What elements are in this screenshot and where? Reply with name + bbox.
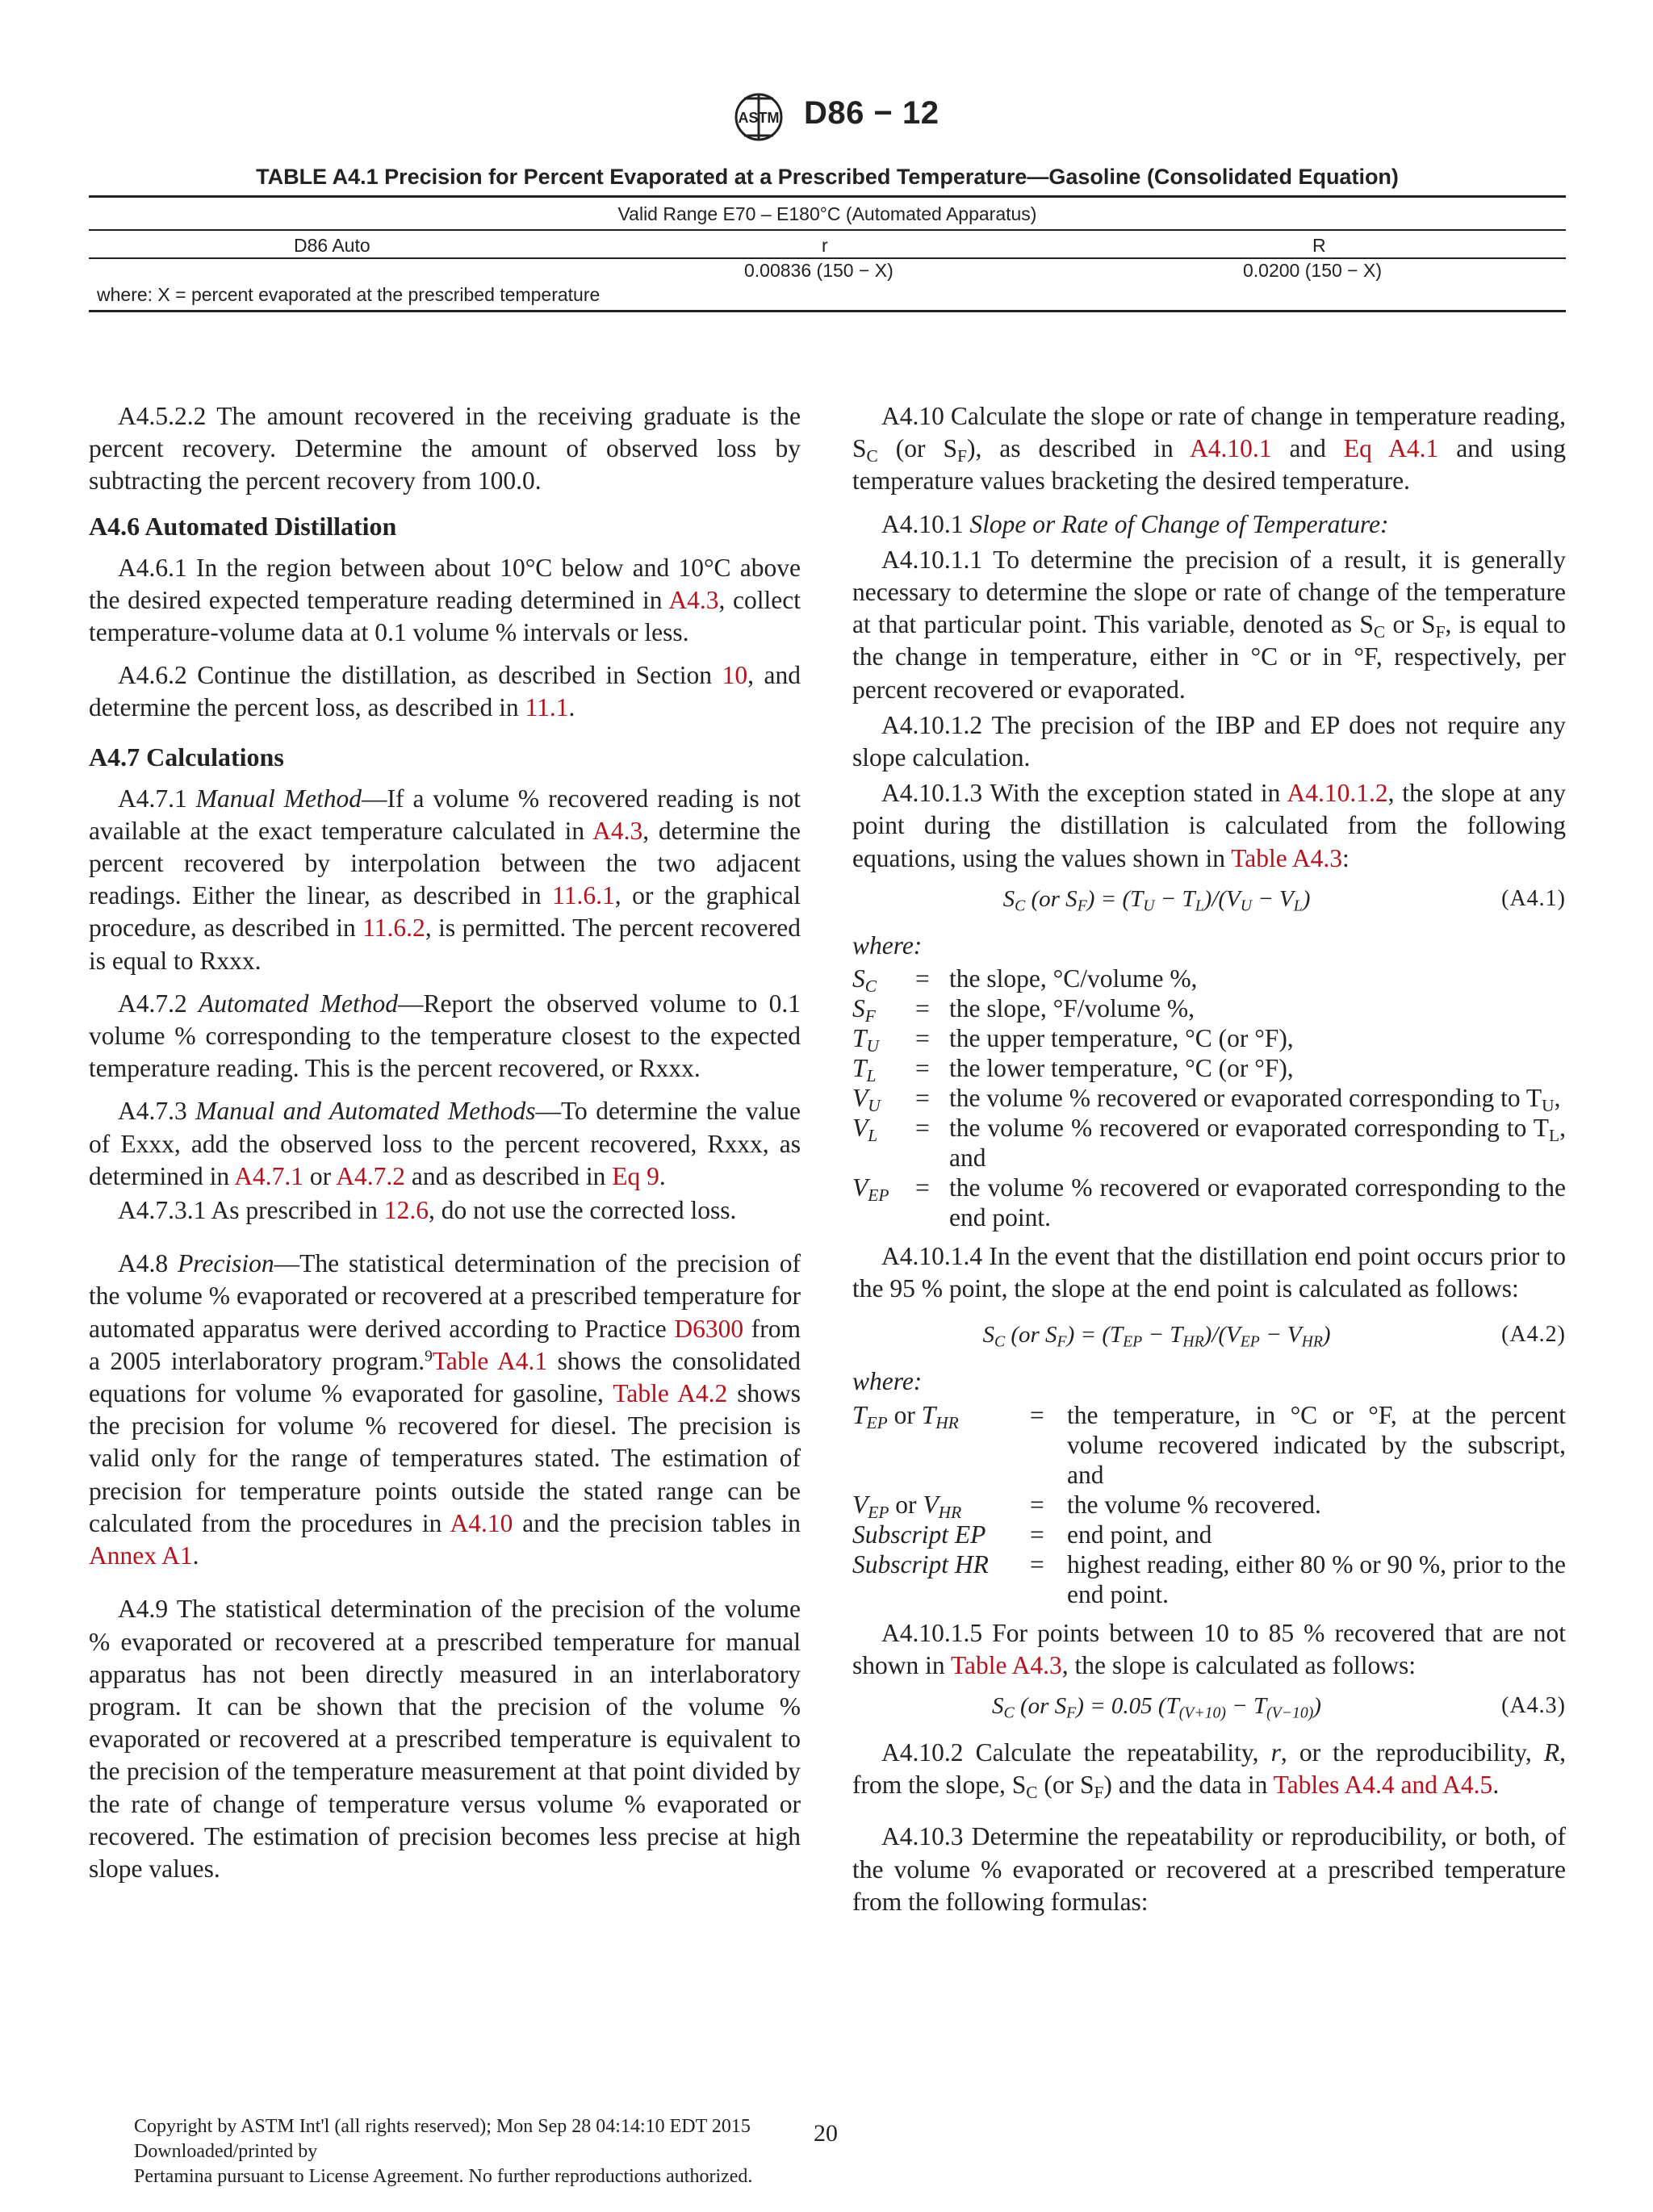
footer-line: Pertamina pursuant to License Agreement. No further reproductions authorized.: [134, 2166, 753, 2187]
definition-row: [852, 1023, 1566, 1053]
table-cell-r-value: 0.00836 (150 − X): [744, 260, 893, 281]
paragraph-A4-5-2-2: A4.5.2.2 The amount recovered in the receiving graduate is the percent recovery. Determine the amount of observed loss by subtracting the percent recovery from 100.0.: [89, 402, 801, 496]
definition-row: [852, 1083, 1566, 1113]
link-A4-10-1[interactable]: A4.10.1: [1189, 434, 1272, 463]
paragraph-A4-10-1-1: A4.10.1.1 To determine the precision of a result, it is generally necessary to determine the slope or rate of change of the temperature at that particular point. This variable, denoted as $S_C$ or $S_F$, is equal to the change in temperature, either in °C or in °F, respectively, per percent recovered or evaporated.: [852, 545, 1566, 704]
footnote-ref: 9: [425, 1348, 433, 1365]
copyright-footer: [134, 2114, 752, 2189]
definition-text: the volume % recovered.: [1067, 1490, 1321, 1519]
left-column: [89, 400, 801, 1896]
table-bottom-rule: [89, 310, 1566, 312]
link-tables-A4-4-A4-5[interactable]: Tables A4.4 and A4.5: [1273, 1771, 1493, 1800]
equation-A4-3: [852, 1687, 1566, 1729]
variable-definitions-2: [852, 1400, 1566, 1609]
definition-row: [852, 1490, 1566, 1520]
link-11-6-1[interactable]: 11.6.1: [552, 881, 615, 910]
paragraph-A4-10-2: A4.10.2 Calculate the repeatability, r, or the reproducibility, R, from the slope, $S_C$ (or $S_F$) and the data in Tables A4.4 and A4.5.: [852, 1738, 1566, 1803]
document-designation: D86 − 12: [804, 95, 939, 131]
equation-number: (A4.1): [1501, 885, 1566, 911]
definition-symbol: $T_L$: [852, 1054, 877, 1086]
link-A4-3[interactable]: A4.3: [668, 585, 719, 614]
table-range-row: Valid Range E70 – E180°C (Automated Apparatus): [617, 203, 1037, 224]
right-column: [852, 400, 1566, 1929]
paragraph-A4-10-1-5: A4.10.1.5 For points between 10 to 85 % recovered that are not shown in Table A4.3, the slope is calculated as follows:: [852, 1618, 1566, 1679]
definition-symbol: $V_L$: [852, 1114, 878, 1146]
definition-text: the slope, °F/volume %,: [949, 994, 1195, 1023]
astm-logo: [726, 89, 791, 145]
link-table-A4-2[interactable]: Table A4.2: [613, 1379, 728, 1408]
where-label: where:: [852, 930, 923, 960]
link-section-10[interactable]: 10: [722, 661, 748, 690]
paragraph-A4-10: A4.10 Calculate the slope or rate of change in temperature reading, $S_C$ (or $S_F$), as described in A4.10.1 and Eq A4.1 and using temperature values bracketing the desired temperature.: [852, 402, 1567, 496]
definition-row: [852, 964, 1566, 993]
definition-row: [852, 1549, 1566, 1609]
definition-row: [852, 1053, 1566, 1083]
link-eq-9[interactable]: Eq 9: [612, 1161, 659, 1190]
table-top-rule: [89, 195, 1566, 198]
equation-A4-1: [852, 880, 1566, 922]
definition-row: [852, 1173, 1566, 1232]
equation-number: (A4.2): [1501, 1322, 1566, 1348]
definition-equals: =: [915, 1114, 930, 1143]
definition-symbol: $S_F$: [852, 994, 876, 1027]
definition-text: the volume % recovered or evaporated corresponding to $T_U$,: [949, 1084, 1561, 1116]
table-header-method: D86 Auto: [294, 235, 370, 256]
where-label: where:: [852, 1367, 923, 1396]
definition-row: [852, 1520, 1566, 1549]
definition-symbol: Subscript HR: [852, 1549, 989, 1579]
definition-symbol: $V_{EP}$ or $V_{HR}$: [852, 1490, 962, 1522]
table-footnote: where: X = percent evaporated at the prescribed temperature: [97, 284, 601, 305]
paragraph-A4-7-3-1: A4.7.3.1 As prescribed in 12.6, do not use the corrected loss.: [118, 1196, 737, 1225]
equation-A4-1-expression: $S_C$ (or $S_F) = (T_U - T_L)/(V_U - V_L)$: [1002, 885, 1311, 915]
table-rule: [89, 257, 1566, 259]
definition-equals: =: [1030, 1549, 1044, 1579]
paragraph-A4-10-1: A4.10.1 Slope or Rate of Change of Temperature:: [881, 509, 1389, 538]
definition-equals: =: [1030, 1520, 1044, 1549]
paragraph-A4-7-1: A4.7.1 Manual Method—If a volume % recovered reading is not available at the exact temperature calculated in A4.3, determine the percent recovered by interpolation between the two adjacent readings. Either the linear, as described in 11.6.1, or the graphical procedure, as described in 11.6.2, is permitted. The percent recovered is equal to Rxxx.: [89, 784, 801, 975]
link-eq-A4-1[interactable]: Eq A4.1: [1343, 434, 1439, 463]
definition-equals: =: [915, 1173, 930, 1202]
definition-text: end point, and: [1067, 1520, 1212, 1549]
definition-symbol: $T_U$: [852, 1024, 879, 1056]
definition-row: [852, 1113, 1566, 1173]
heading-calculations: A4.7 Calculations: [89, 742, 284, 771]
link-table-A4-3[interactable]: Table A4.3: [950, 1650, 1062, 1679]
definition-symbol: $V_{EP}$: [852, 1173, 889, 1206]
paragraph-A4-7-2: A4.7.2 Automated Method—Report the observed volume to 0.1 volume % corresponding to the temperature closest to the expected temperature reading. This is the percent recovered, or Rxxx.: [89, 989, 801, 1083]
definition-equals: =: [915, 1024, 930, 1053]
definition-equals: =: [915, 1084, 930, 1113]
link-11-6-2[interactable]: 11.6.2: [362, 914, 425, 943]
table-cell-R-value: 0.0200 (150 − X): [1243, 260, 1382, 281]
paragraph-A4-7-3: A4.7.3 Manual and Automated Methods—To determine the value of Exxx, add the observed loss to the percent recovered, Rxxx, as determined in A4.7.1 or A4.7.2 and as described in Eq 9.: [89, 1097, 801, 1190]
definition-row: [852, 1400, 1566, 1490]
paragraph-A4-10-3: A4.10.3 Determine the repeatability or reproducibility, or both, of the volume % evaporated or recovered at a prescribed temperature from the following formulas:: [852, 1822, 1566, 1916]
footer-line: Downloaded/printed by: [134, 2141, 318, 2162]
table-header-R: R: [1312, 235, 1326, 256]
footer-line: Copyright by ASTM Int'l (all rights reserved); Mon Sep 28 04:14:10 EDT 2015: [134, 2116, 751, 2137]
link-A4-7-2[interactable]: A4.7.2: [336, 1161, 405, 1190]
paragraph-A4-10-1-4: A4.10.1.4 In the event that the distillation end point occurs prior to the 95 % point, the slope at the end point is calculated as follows:: [852, 1242, 1566, 1303]
definition-equals: =: [915, 1054, 930, 1083]
link-A4-7-1[interactable]: A4.7.1: [234, 1161, 303, 1190]
definition-symbol: $S_C$: [852, 964, 877, 997]
page-number: 20: [814, 2120, 838, 2147]
definition-symbol: $T_{EP}$ or $T_{HR}$: [852, 1400, 959, 1432]
equation-A4-3-expression: $S_C$ (or $S_F) = 0.05$ $(T_{(V+10)} - T_{(V-10)})$: [992, 1693, 1321, 1722]
definition-row: [852, 993, 1566, 1023]
variable-definitions: [852, 964, 1566, 1232]
link-A4-10[interactable]: A4.10: [450, 1508, 513, 1537]
link-annex-A1[interactable]: Annex A1: [89, 1541, 193, 1570]
link-A4-10-1-2[interactable]: A4.10.1.2: [1287, 779, 1388, 808]
heading-automated-distillation: A4.6 Automated Distillation: [89, 511, 397, 541]
equation-A4-2: [852, 1315, 1566, 1357]
link-D6300[interactable]: D6300: [674, 1314, 744, 1343]
paragraph-A4-10-1-3: A4.10.1.3 With the exception stated in A4.10.1.2, the slope at any point during the distillation is calculated from the following equations, using the values shown in Table A4.3:: [852, 779, 1566, 872]
definition-equals: =: [915, 964, 930, 993]
definition-equals: =: [915, 994, 930, 1023]
definition-text: the lower temperature, °C (or °F),: [949, 1054, 1294, 1083]
paragraph-A4-6-1: A4.6.1 In the region between about 10°C below and 10°C above the desired expected temperature reading determined in A4.3, collect temperature-volume data at 0.1 volume % intervals or less.: [89, 553, 801, 647]
paragraph-A4-9: A4.9 The statistical determination of the precision of the volume % evaporated or recovered at a prescribed temperature for manual apparatus has not been directly measured in an interlaboratory program. It can be shown that the precision of the volume % evaporated or recovered at a prescribed temperature is equivalent to the precision of the temperature measurement at that point divided by the rate of change of temperature versus volume % evaporated or recovered. The estimation of precision becomes less precise at high slope values.: [89, 1595, 801, 1883]
definition-text: the volume % recovered or evaporated corresponding to the end point.: [949, 1173, 1566, 1232]
definition-text: the slope, °C/volume %,: [949, 964, 1198, 993]
definition-text: highest reading, either 80 % or 90 %, prior to the end point.: [1067, 1549, 1566, 1608]
definition-text: the upper temperature, °C (or °F),: [949, 1024, 1294, 1053]
link-11-1[interactable]: 11.1: [525, 693, 569, 722]
definition-equals: =: [1030, 1400, 1044, 1429]
table-title: TABLE A4.1 Precision for Percent Evaporated at a Prescribed Temperature—Gasoline (Consolidated Equation): [256, 165, 1399, 189]
equation-number: (A4.3): [1501, 1693, 1566, 1719]
equation-A4-2-expression: $S_C$ (or $S_F) = (T_{EP} - T_{HR})/(V_{EP} - V_{HR})$: [982, 1322, 1331, 1351]
definition-text: the temperature, in °C or °F, at the percent volume recovered indicated by the subscript, and: [1067, 1400, 1566, 1489]
paragraph-A4-6-2: A4.6.2 Continue the distillation, as described in Section 10, and determine the percent loss, as described in 11.1.: [89, 661, 801, 722]
paragraph-A4-10-1-2: A4.10.1.2 The precision of the IBP and EP does not require any slope calculation.: [852, 710, 1566, 772]
table-rule: [89, 229, 1566, 231]
link-12-6[interactable]: 12.6: [383, 1196, 429, 1225]
link-table-A4-3[interactable]: Table A4.3: [1231, 843, 1343, 872]
svg-text:ASTM: ASTM: [738, 110, 780, 126]
link-table-A4-1[interactable]: Table A4.1: [432, 1346, 548, 1375]
link-A4-3[interactable]: A4.3: [592, 816, 643, 845]
definition-symbol: $V_U$: [852, 1084, 881, 1116]
definition-equals: =: [1030, 1490, 1044, 1519]
table-header-r: r: [822, 235, 828, 256]
paragraph-A4-8: A4.8 Precision—The statistical determination of the precision of the volume % evaporated or recovered at a prescribed temperature for automated apparatus were derived according to Practice D6300 from a 2005 interlaboratory program.$^9$Table A4.1 shows the consolidated equations for volume % evaporated for gasoline, Table A4.2 shows the precision for volume % recovered for diesel. The precision is valid only for the range of temperatures stated. The estimation of precision for temperature points outside the stated range can be calculated from the procedures in A4.10 and the precision tables in Annex A1.: [89, 1249, 801, 1570]
definition-text: the volume % recovered or evaporated corresponding to $T_L$, and: [949, 1114, 1566, 1173]
definition-symbol: Subscript EP: [852, 1520, 986, 1549]
